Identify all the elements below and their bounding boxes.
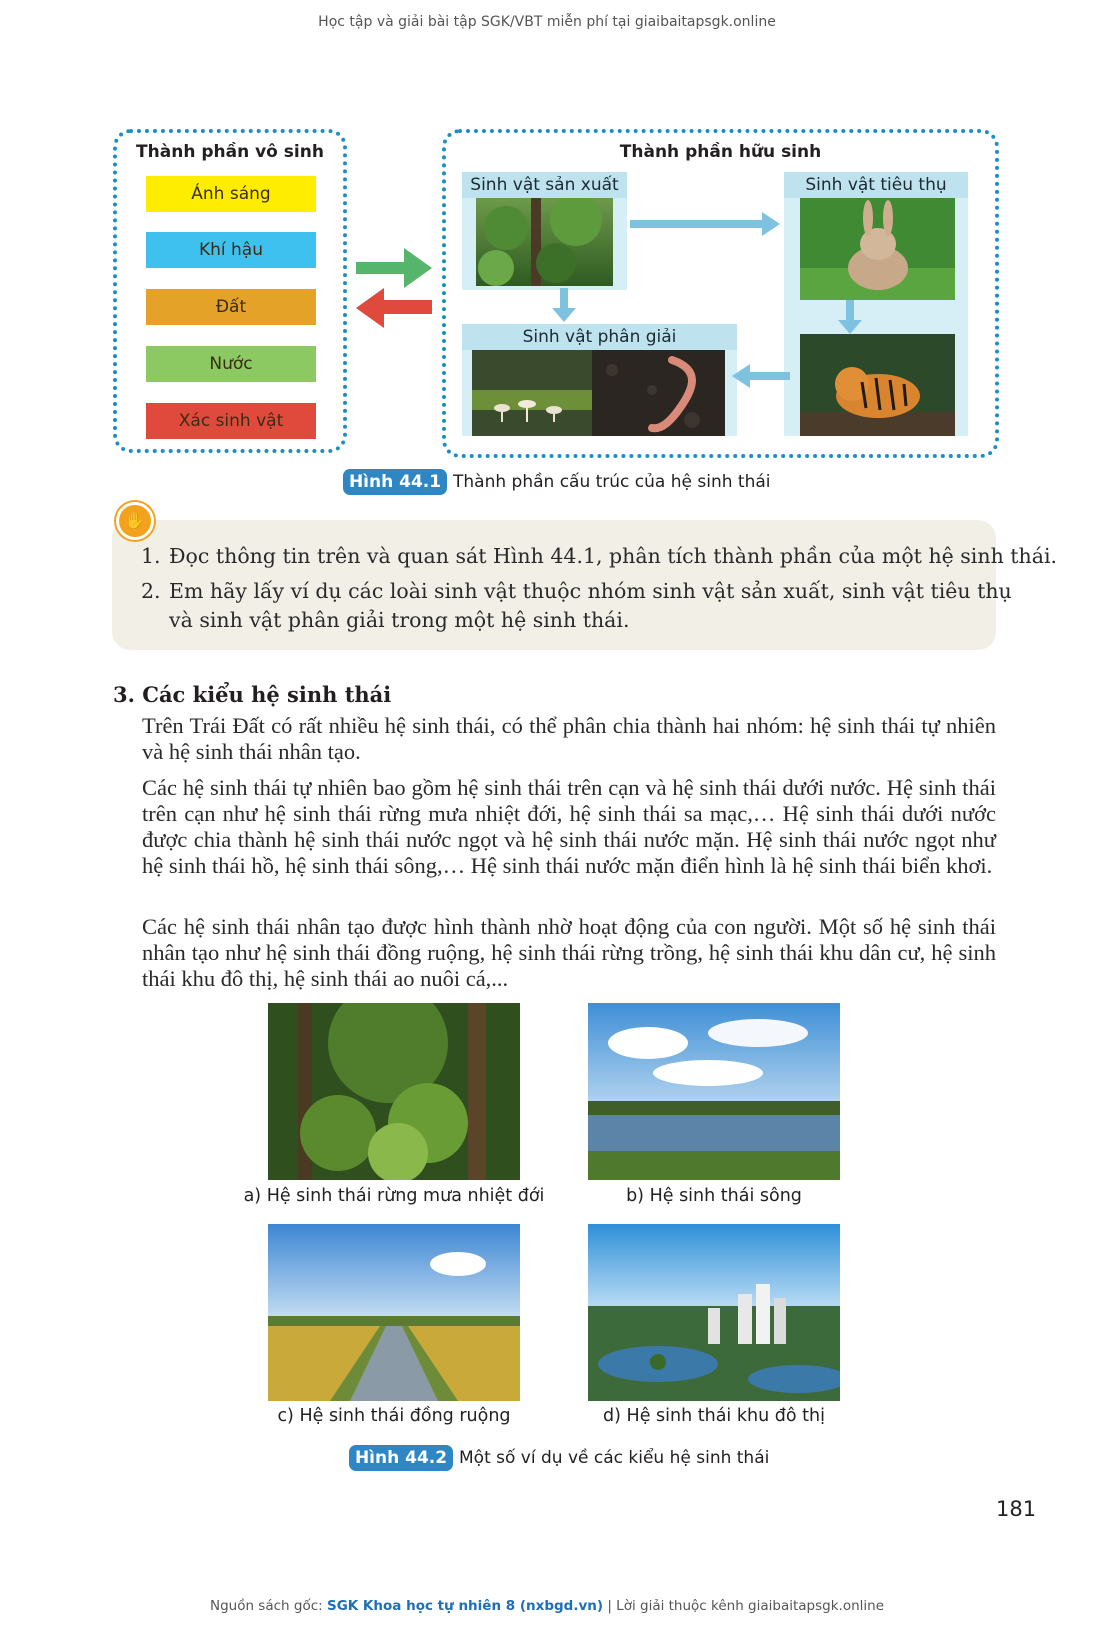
arrow-tiger-to-decomposer <box>732 364 790 388</box>
biotic-title: Thành phần hữu sinh <box>619 142 822 162</box>
rainforest-photo <box>268 1003 520 1180</box>
river-photo <box>588 1003 840 1180</box>
question-1-number: 1. <box>141 544 161 568</box>
question-1-text: Đọc thông tin trên và quan sát Hình 44.1, phân tích thành phần của một hệ sinh thái. <box>169 544 1058 568</box>
urban-photo <box>588 1224 840 1401</box>
decomposer-label: Sinh vật phân giải <box>462 324 737 350</box>
paragraph-2: Các hệ sinh thái tự nhiên bao gồm hệ sinh thái trên cạn và hệ sinh thái dưới nước. Hệ sinh thái trên cạn như hệ sinh thái rừng mưa nhiệt đới, hệ sinh thái sa mạc,… Hệ sinh thái dưới nước được chia thành hệ sinh thái nước ngọt và hệ sinh thái nước mặn. Hệ sinh thái nước ngọt như hệ sinh thái hồ, hệ sinh thái sông,… Hệ sinh thái nước mặn điển hình là hệ sinh thái biển khơi. <box>142 775 996 878</box>
question-2-text-line1: Em hãy lấy ví dụ các loài sinh vật thuộc nhóm sinh vật sản xuất, sinh vật tiêu thụ <box>169 579 1012 603</box>
photo-a-caption: a) Hệ sinh thái rừng mưa nhiệt đới <box>243 1186 545 1206</box>
arrow-producer-to-consumer <box>630 212 780 236</box>
arrow-right-green <box>356 248 432 288</box>
abiotic-item-climate: Khí hậu <box>146 232 316 268</box>
consumer-label: Sinh vật tiêu thụ <box>784 172 968 198</box>
arrow-left-red <box>356 288 432 328</box>
arrow-producer-to-decomposer <box>552 288 576 322</box>
page-number: 181 <box>996 1497 1037 1521</box>
photo-c-caption: c) Hệ sinh thái đồng ruộng <box>277 1406 511 1426</box>
abiotic-item-light: Ánh sáng <box>146 176 316 212</box>
exchange-arrows <box>352 244 436 334</box>
footer-prefix: Nguồn sách gốc: <box>209 1598 327 1614</box>
photo-b-caption: b) Hệ sinh thái sông <box>626 1186 802 1206</box>
flow-arrows <box>540 200 890 410</box>
abiotic-item-dead-organisms: Xác sinh vật <box>146 403 316 439</box>
section-title: 3. Các kiểu hệ sinh thái <box>113 682 392 707</box>
hand-icon: ✋ <box>116 502 154 540</box>
question-2-text-line2: và sinh vật phân giải trong một hệ sinh thái. <box>169 608 630 632</box>
rice-field-photo <box>268 1224 520 1401</box>
footer-suffix: | Lời giải thuộc kênh giaibaitapsgk.online <box>603 1598 885 1614</box>
figure-44-1-tag: Hình 44.1 <box>343 469 447 495</box>
question-2-number: 2. <box>141 579 161 603</box>
paragraph-1: Trên Trái Đất có rất nhiều hệ sinh thái, có thể phân chia thành hai nhóm: hệ sinh thái tự nhiên và hệ sinh thái nhân tạo. <box>142 713 996 764</box>
paragraph-3: Các hệ sinh thái nhân tạo được hình thành nhờ hoạt động của con người. Một số hệ sinh thái nhân tạo như hệ sinh thái đồng ruộng, hệ sinh thái rừng trồng, hệ sinh thái khu dân cư, hệ sinh thái khu đô thị, hệ sinh thái ao nuôi cá,... <box>142 914 996 991</box>
page-header: Học tập và giải bài tập SGK/VBT miễn phí tại giaibaitapsgk.online <box>318 14 776 30</box>
figure-44-2-tag: Hình 44.2 <box>349 1445 453 1471</box>
abiotic-item-water: Nước <box>146 346 316 382</box>
abiotic-title: Thành phần vô sinh <box>136 142 324 162</box>
arrow-consumer-down <box>838 300 862 334</box>
page-footer <box>0 1598 1094 1614</box>
abiotic-item-soil: Đất <box>146 289 316 325</box>
footer-source: SGK Khoa học tự nhiên 8 (nxbgd.vn) <box>326 1598 604 1614</box>
producer-label: Sinh vật sản xuất <box>462 172 627 198</box>
photo-d-caption: d) Hệ sinh thái khu đô thị <box>603 1406 825 1426</box>
figure-44-2-caption: Một số ví dụ về các kiểu hệ sinh thái <box>459 1448 770 1468</box>
figure-44-1-caption: Thành phần cấu trúc của hệ sinh thái <box>453 472 771 492</box>
